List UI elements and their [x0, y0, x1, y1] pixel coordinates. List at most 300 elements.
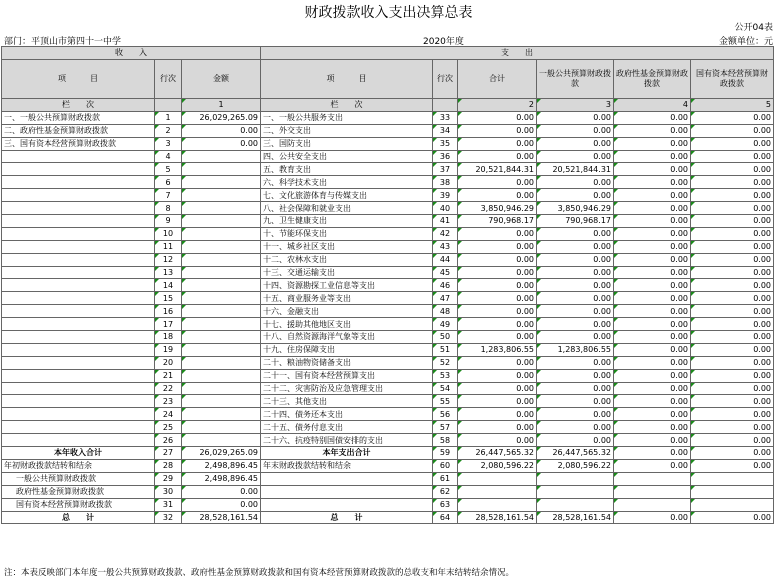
expense-general: 0.00	[537, 266, 614, 279]
expense-item: 十四、资源勘探工业信息等支出	[261, 279, 433, 292]
col-number-2: 2	[458, 98, 537, 111]
expense-line: 55	[433, 395, 458, 408]
col-expense-fund: 政府性基金预算财政拨款	[614, 59, 691, 98]
expense-total: 0.00	[458, 331, 537, 344]
expense-fund: 0.00	[614, 356, 691, 369]
table-row	[2, 176, 774, 189]
expense-line: 42	[433, 227, 458, 240]
expense-total: 0.00	[458, 356, 537, 369]
expense-general: 0.00	[537, 137, 614, 150]
income-amount	[182, 331, 261, 344]
expense-line: 40	[433, 202, 458, 215]
income-item	[2, 150, 155, 163]
column-number-row	[2, 98, 774, 111]
expense-fund: 0.00	[614, 459, 691, 472]
table-row	[2, 421, 774, 434]
table-row	[2, 434, 774, 447]
expense-line: 62	[433, 485, 458, 498]
expense-state: 0.00	[691, 343, 774, 356]
income-amount	[182, 305, 261, 318]
expense-state: 0.00	[691, 279, 774, 292]
income-line: 31	[155, 498, 182, 511]
col-income-item: 项 目	[2, 59, 155, 98]
expense-fund: 0.00	[614, 447, 691, 460]
expense-fund: 0.00	[614, 240, 691, 253]
expense-general: 26,447,565.32	[537, 447, 614, 460]
expense-line: 43	[433, 240, 458, 253]
expense-item: 年末财政拨款结转和结余	[261, 459, 433, 472]
income-amount	[182, 279, 261, 292]
col-expense-line: 行次	[433, 59, 458, 98]
expense-general: 0.00	[537, 150, 614, 163]
col-number-blank	[155, 98, 182, 111]
expense-total: 0.00	[458, 434, 537, 447]
col-income-amount: 金额	[182, 59, 261, 98]
income-amount: 0.00	[182, 498, 261, 511]
expense-total: 0.00	[458, 421, 537, 434]
income-line: 14	[155, 279, 182, 292]
col-number-3: 3	[537, 98, 614, 111]
expense-total: 0.00	[458, 318, 537, 331]
expense-fund: 0.00	[614, 227, 691, 240]
income-line: 6	[155, 176, 182, 189]
expense-total	[458, 472, 537, 485]
unit-label: 金额单位：元	[718, 37, 773, 47]
expense-state: 0.00	[691, 215, 774, 228]
expense-total: 0.00	[458, 176, 537, 189]
expense-line: 41	[433, 215, 458, 228]
expense-state: 0.00	[691, 202, 774, 215]
expense-total: 0.00	[458, 305, 537, 318]
income-line: 19	[155, 343, 182, 356]
table-row	[2, 382, 774, 395]
summary-row	[2, 447, 774, 460]
expense-item: 十一、城乡社区支出	[261, 240, 433, 253]
income-amount	[182, 163, 261, 176]
expense-line: 53	[433, 369, 458, 382]
expense-fund: 0.00	[614, 137, 691, 150]
expense-item: 本年支出合计	[261, 447, 433, 460]
form-code: 公开04表	[734, 23, 773, 33]
expense-line: 44	[433, 253, 458, 266]
col-number-1: 1	[182, 98, 261, 111]
table-row	[2, 408, 774, 421]
expense-fund: 0.00	[614, 395, 691, 408]
expense-line: 60	[433, 459, 458, 472]
expense-line: 38	[433, 176, 458, 189]
expense-total: 790,968.17	[458, 215, 537, 228]
expense-item: 二十五、债务付息支出	[261, 421, 433, 434]
income-item	[2, 343, 155, 356]
income-line: 17	[155, 318, 182, 331]
expense-total: 26,447,565.32	[458, 447, 537, 460]
expense-total: 3,850,946.29	[458, 202, 537, 215]
column-header-row	[2, 59, 774, 98]
expense-item: 一、一般公共服务支出	[261, 111, 433, 124]
expense-line: 46	[433, 279, 458, 292]
income-amount: 2,498,896.45	[182, 472, 261, 485]
expense-total: 20,521,844.31	[458, 163, 537, 176]
expense-item: 九、卫生健康支出	[261, 215, 433, 228]
table-row	[2, 124, 774, 137]
expense-line: 56	[433, 408, 458, 421]
income-line: 1	[155, 111, 182, 124]
income-amount: 26,029,265.09	[182, 111, 261, 124]
expense-general: 0.00	[537, 240, 614, 253]
col-expense-general: 一般公共预算财政拨款	[537, 59, 614, 98]
income-amount: 0.00	[182, 485, 261, 498]
expense-fund: 0.00	[614, 266, 691, 279]
expense-general: 0.00	[537, 395, 614, 408]
expense-total: 0.00	[458, 369, 537, 382]
income-item	[2, 408, 155, 421]
income-item	[2, 266, 155, 279]
expense-fund	[614, 472, 691, 485]
income-item	[2, 369, 155, 382]
expense-state: 0.00	[691, 356, 774, 369]
income-item	[2, 279, 155, 292]
income-amount	[182, 318, 261, 331]
expense-general: 790,968.17	[537, 215, 614, 228]
expense-state: 0.00	[691, 137, 774, 150]
income-item	[2, 292, 155, 305]
expense-general: 28,528,161.54	[537, 511, 614, 524]
expense-total: 0.00	[458, 189, 537, 202]
income-line: 10	[155, 227, 182, 240]
income-line: 32	[155, 511, 182, 524]
expense-line: 36	[433, 150, 458, 163]
income-amount	[182, 395, 261, 408]
expense-total: 0.00	[458, 150, 537, 163]
income-amount	[182, 356, 261, 369]
income-item: 一、一般公共预算财政拨款	[2, 111, 155, 124]
income-line: 7	[155, 189, 182, 202]
expense-general: 0.00	[537, 318, 614, 331]
expense-item: 十、节能环保支出	[261, 227, 433, 240]
income-item	[2, 215, 155, 228]
expense-fund: 0.00	[614, 189, 691, 202]
income-line: 22	[155, 382, 182, 395]
expense-line: 35	[433, 137, 458, 150]
expense-total: 2,080,596.22	[458, 459, 537, 472]
expense-fund	[614, 498, 691, 511]
income-item	[2, 434, 155, 447]
expense-total: 0.00	[458, 382, 537, 395]
expense-general: 3,850,946.29	[537, 202, 614, 215]
income-amount	[182, 382, 261, 395]
expense-line: 54	[433, 382, 458, 395]
expense-state: 0.00	[691, 369, 774, 382]
expense-state: 0.00	[691, 434, 774, 447]
expense-total: 28,528,161.54	[458, 511, 537, 524]
expense-state: 0.00	[691, 318, 774, 331]
expense-general: 0.00	[537, 356, 614, 369]
income-item	[2, 202, 155, 215]
income-item	[2, 356, 155, 369]
section-header-row	[2, 47, 774, 60]
income-amount	[182, 176, 261, 189]
col-expense-state: 国有资本经营预算财政拨款	[691, 59, 774, 98]
income-line: 11	[155, 240, 182, 253]
budget-table	[1, 46, 774, 524]
income-item	[2, 189, 155, 202]
income-item	[2, 240, 155, 253]
income-line: 2	[155, 124, 182, 137]
expense-total: 0.00	[458, 266, 537, 279]
expense-section-header: 支 出	[261, 47, 774, 60]
expense-item	[261, 485, 433, 498]
expense-total: 0.00	[458, 111, 537, 124]
income-line: 27	[155, 447, 182, 460]
income-item	[2, 305, 155, 318]
expense-state: 0.00	[691, 240, 774, 253]
income-item: 二、政府性基金预算财政拨款	[2, 124, 155, 137]
expense-item	[261, 472, 433, 485]
income-item	[2, 421, 155, 434]
income-line: 5	[155, 163, 182, 176]
expense-item: 七、文化旅游体育与传媒支出	[261, 189, 433, 202]
expense-general: 0.00	[537, 408, 614, 421]
expense-total: 0.00	[458, 137, 537, 150]
income-line: 15	[155, 292, 182, 305]
income-line: 3	[155, 137, 182, 150]
income-line: 20	[155, 356, 182, 369]
expense-general: 2,080,596.22	[537, 459, 614, 472]
income-amount	[182, 215, 261, 228]
table-row	[2, 240, 774, 253]
table-row	[2, 189, 774, 202]
expense-line: 45	[433, 266, 458, 279]
expense-line: 51	[433, 343, 458, 356]
table-row	[2, 395, 774, 408]
expense-total: 0.00	[458, 253, 537, 266]
expense-general: 0.00	[537, 253, 614, 266]
summary-row	[2, 498, 774, 511]
income-line: 4	[155, 150, 182, 163]
col-number-5: 5	[691, 98, 774, 111]
expense-state: 0.00	[691, 124, 774, 137]
expense-item: 十二、农林水支出	[261, 253, 433, 266]
income-amount	[182, 150, 261, 163]
table-row	[2, 305, 774, 318]
table-row	[2, 343, 774, 356]
income-item	[2, 331, 155, 344]
expense-total: 1,283,806.55	[458, 343, 537, 356]
expense-state: 0.00	[691, 253, 774, 266]
expense-fund: 0.00	[614, 408, 691, 421]
income-item: 政府性基金预算财政拨款	[2, 485, 155, 498]
income-line: 25	[155, 421, 182, 434]
income-line: 8	[155, 202, 182, 215]
expense-general: 0.00	[537, 421, 614, 434]
income-item	[2, 227, 155, 240]
expense-general: 0.00	[537, 279, 614, 292]
table-row	[2, 202, 774, 215]
expense-fund	[614, 485, 691, 498]
income-amount	[182, 189, 261, 202]
expense-fund: 0.00	[614, 202, 691, 215]
income-line: 29	[155, 472, 182, 485]
expense-fund: 0.00	[614, 124, 691, 137]
expense-line: 61	[433, 472, 458, 485]
expense-line: 39	[433, 189, 458, 202]
expense-fund: 0.00	[614, 279, 691, 292]
table-row	[2, 215, 774, 228]
table-row	[2, 292, 774, 305]
expense-total: 0.00	[458, 227, 537, 240]
income-amount: 2,498,896.45	[182, 459, 261, 472]
expense-item: 六、科学技术支出	[261, 176, 433, 189]
table-row	[2, 318, 774, 331]
expense-fund: 0.00	[614, 434, 691, 447]
expense-line: 33	[433, 111, 458, 124]
expense-item: 二、外交支出	[261, 124, 433, 137]
col-number-blank-2	[433, 98, 458, 111]
expense-state: 0.00	[691, 459, 774, 472]
expense-total: 0.00	[458, 124, 537, 137]
expense-state: 0.00	[691, 163, 774, 176]
expense-item: 十三、交通运输支出	[261, 266, 433, 279]
income-amount	[182, 408, 261, 421]
expense-general: 0.00	[537, 331, 614, 344]
expense-item: 总 计	[261, 511, 433, 524]
expense-fund: 0.00	[614, 111, 691, 124]
col-number-label: 栏 次	[2, 98, 155, 111]
expense-general: 0.00	[537, 434, 614, 447]
table-row	[2, 356, 774, 369]
income-section-header: 收 入	[2, 47, 261, 60]
expense-state	[691, 485, 774, 498]
expense-general: 0.00	[537, 124, 614, 137]
expense-item: 三、国防支出	[261, 137, 433, 150]
summary-row	[2, 459, 774, 472]
expense-fund: 0.00	[614, 382, 691, 395]
income-amount	[182, 240, 261, 253]
income-amount: 28,528,161.54	[182, 511, 261, 524]
income-item: 一般公共预算财政拨款	[2, 472, 155, 485]
income-line: 21	[155, 369, 182, 382]
col-number-4: 4	[614, 98, 691, 111]
footnote: 注：本表反映部门本年度一般公共预算财政拨款、政府性基金预算财政拨款和国有资本经营预算财政拨款的总收支和年末结转结余情况。	[4, 568, 515, 578]
expense-general: 0.00	[537, 176, 614, 189]
summary-row	[2, 511, 774, 524]
expense-fund: 0.00	[614, 369, 691, 382]
expense-fund: 0.00	[614, 150, 691, 163]
expense-total	[458, 485, 537, 498]
report-meta	[0, 34, 777, 46]
expense-general	[537, 485, 614, 498]
expense-state: 0.00	[691, 189, 774, 202]
expense-fund: 0.00	[614, 305, 691, 318]
expense-item: 十六、金融支出	[261, 305, 433, 318]
expense-line: 49	[433, 318, 458, 331]
expense-state: 0.00	[691, 511, 774, 524]
expense-state: 0.00	[691, 227, 774, 240]
expense-fund: 0.00	[614, 163, 691, 176]
expense-fund: 0.00	[614, 318, 691, 331]
table-row	[2, 369, 774, 382]
expense-item: 八、社会保障和就业支出	[261, 202, 433, 215]
expense-state: 0.00	[691, 305, 774, 318]
income-item	[2, 395, 155, 408]
expense-item: 十五、商业服务业等支出	[261, 292, 433, 305]
table-row	[2, 266, 774, 279]
expense-state: 0.00	[691, 421, 774, 434]
expense-item: 十九、住房保障支出	[261, 343, 433, 356]
expense-general: 0.00	[537, 382, 614, 395]
expense-line: 57	[433, 421, 458, 434]
income-line: 26	[155, 434, 182, 447]
expense-state: 0.00	[691, 382, 774, 395]
expense-line: 50	[433, 331, 458, 344]
income-amount	[182, 253, 261, 266]
expense-general: 0.00	[537, 305, 614, 318]
table-row	[2, 279, 774, 292]
expense-state: 0.00	[691, 447, 774, 460]
income-line: 16	[155, 305, 182, 318]
income-amount	[182, 202, 261, 215]
income-item	[2, 163, 155, 176]
income-amount: 0.00	[182, 124, 261, 137]
expense-fund: 0.00	[614, 292, 691, 305]
expense-item: 二十四、债务还本支出	[261, 408, 433, 421]
expense-general	[537, 498, 614, 511]
income-amount	[182, 434, 261, 447]
expense-state: 0.00	[691, 150, 774, 163]
income-item	[2, 176, 155, 189]
expense-general	[537, 472, 614, 485]
income-line: 30	[155, 485, 182, 498]
income-line: 9	[155, 215, 182, 228]
income-amount	[182, 343, 261, 356]
income-amount	[182, 421, 261, 434]
expense-total: 0.00	[458, 292, 537, 305]
expense-fund: 0.00	[614, 421, 691, 434]
income-line: 28	[155, 459, 182, 472]
expense-item: 二十一、国有资本经营预算支出	[261, 369, 433, 382]
expense-line: 47	[433, 292, 458, 305]
expense-state: 0.00	[691, 111, 774, 124]
expense-line: 63	[433, 498, 458, 511]
expense-fund: 0.00	[614, 331, 691, 344]
report-title: 财政拨款收入支出决算总表	[304, 5, 473, 21]
income-amount	[182, 266, 261, 279]
year-label: 2020年度	[423, 37, 464, 47]
col-income-line: 行次	[155, 59, 182, 98]
expense-item: 五、教育支出	[261, 163, 433, 176]
expense-line: 37	[433, 163, 458, 176]
col-number-label-2: 栏 次	[261, 98, 433, 111]
expense-item: 四、公共安全支出	[261, 150, 433, 163]
expense-general: 0.00	[537, 369, 614, 382]
income-line: 12	[155, 253, 182, 266]
expense-general: 20,521,844.31	[537, 163, 614, 176]
expense-total: 0.00	[458, 279, 537, 292]
income-line: 24	[155, 408, 182, 421]
expense-line: 64	[433, 511, 458, 524]
expense-state: 0.00	[691, 266, 774, 279]
income-item	[2, 382, 155, 395]
income-amount	[182, 227, 261, 240]
expense-line: 34	[433, 124, 458, 137]
expense-fund: 0.00	[614, 176, 691, 189]
expense-fund: 0.00	[614, 511, 691, 524]
table-row	[2, 163, 774, 176]
income-amount: 26,029,265.09	[182, 447, 261, 460]
income-item: 国有资本经营预算财政拨款	[2, 498, 155, 511]
income-amount	[182, 292, 261, 305]
table-row	[2, 150, 774, 163]
